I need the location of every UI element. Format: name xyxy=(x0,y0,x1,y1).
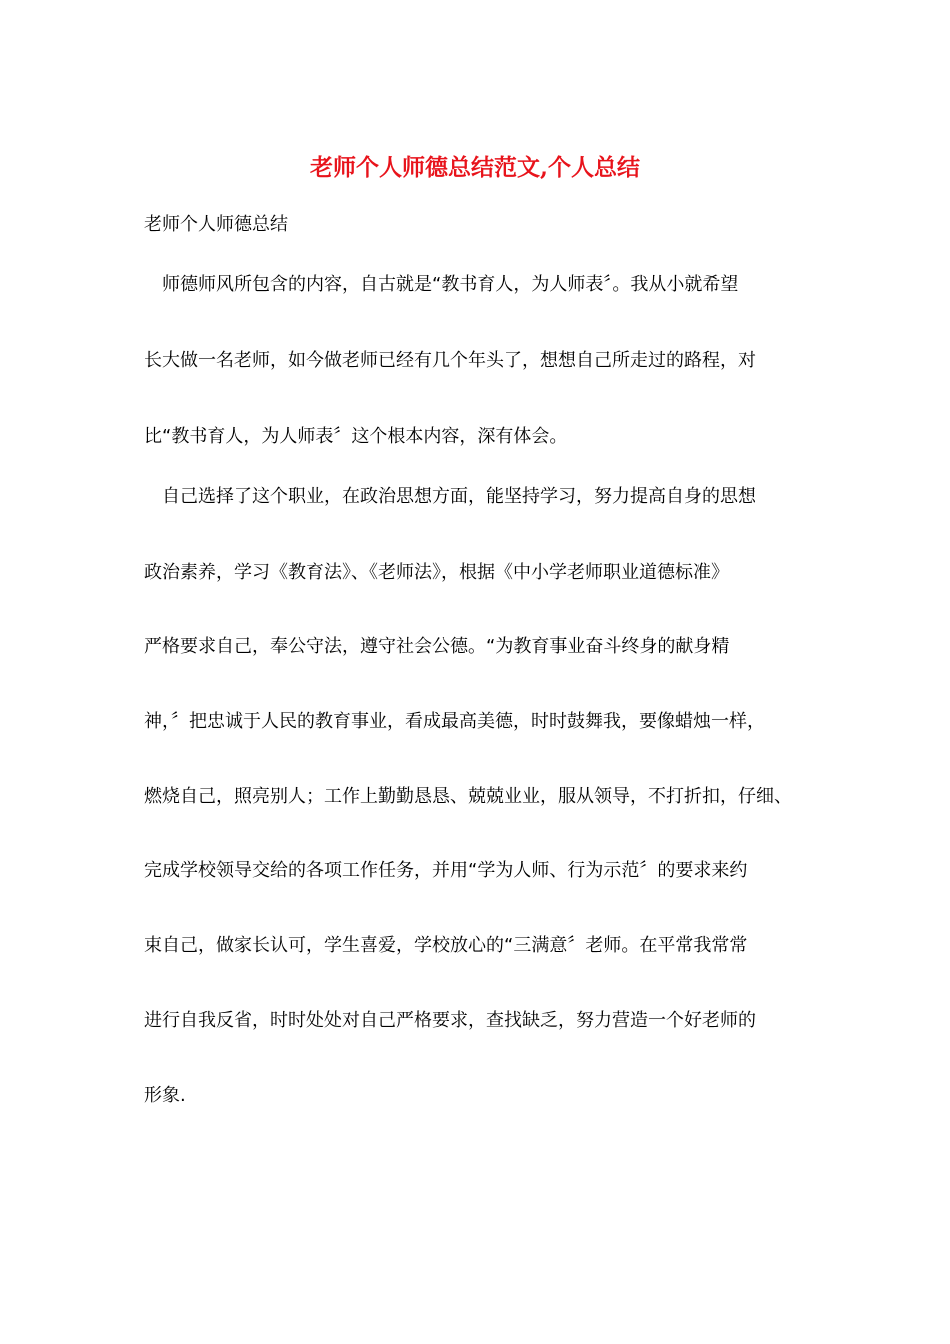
body-line-2: 长大做一名老师，如今做老师已经有几个年头了，想想自己所走过的路程，对 xyxy=(144,350,756,371)
body-line-9: 完成学校领导交给的各项工作任务，并用“学为人师、行为示范〞的要求来约 xyxy=(144,860,748,881)
body-line-10: 束自己，做家长认可，学生喜爱，学校放心的“三满意〞老师。在平常我常常 xyxy=(144,935,748,956)
body-line-8: 燃烧自己，照亮别人；工作上勤勤恳恳、兢兢业业，服从领导，不打折扣，仔细、 xyxy=(144,786,792,807)
body-line-4: 自己选择了这个职业，在政治思想方面，能坚持学习，努力提高自身的思想 xyxy=(144,486,756,507)
body-line-6: 严格要求自己，奉公守法，遵守社会公德。“为教育事业奋斗终身的献身精 xyxy=(144,636,730,657)
body-line-11: 进行自我反省，时时处处对自己严格要求，查找缺乏，努力营造一个好老师的 xyxy=(144,1010,756,1031)
body-line-5: 政治素养，学习《教育法》、《老师法》，根据《中小学老师职业道德标准》 xyxy=(144,562,729,583)
document-subtitle: 老师个人师德总结 xyxy=(144,214,288,235)
body-line-3: 比“教书育人，为人师表〞这个根本内容，深有体会。 xyxy=(144,426,568,447)
document-title: 老师个人师德总结范文,个人总结 xyxy=(309,154,640,181)
body-line-7: 神，〞把忠诚于人民的教育事业，看成最高美德，时时鼓舞我，要像蜡烛一样， xyxy=(144,711,765,732)
body-line-1: 师德师风所包含的内容，自古就是“教书育人，为人师表〞。我从小就希望 xyxy=(144,274,739,295)
body-line-12: 形象. xyxy=(144,1085,186,1106)
